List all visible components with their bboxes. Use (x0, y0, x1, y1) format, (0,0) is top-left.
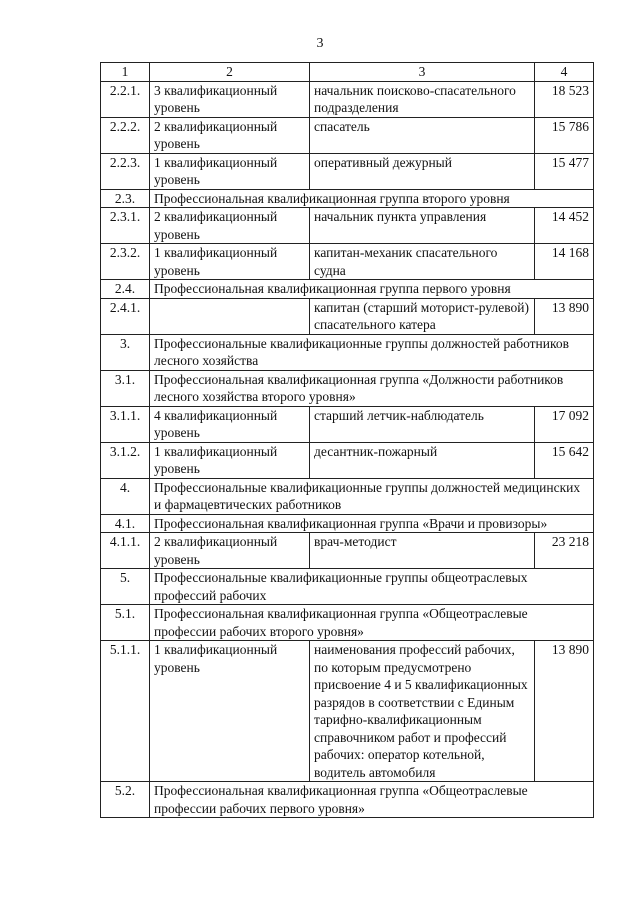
header-col-4: 4 (535, 63, 594, 82)
table-row (101, 298, 594, 334)
row-number: 3.1.2. (101, 442, 150, 478)
salary-value: 18 523 (535, 81, 594, 117)
qualification-level: 1 квалификационный уровень (150, 244, 310, 280)
position-title: капитан (старший моторист-рулевой) спасательного катера (310, 298, 535, 334)
group-row (101, 189, 594, 208)
row-number: 4.1. (101, 514, 150, 533)
row-number: 5.2. (101, 782, 150, 818)
table-row (101, 406, 594, 442)
group-row (101, 605, 594, 641)
qualification-level: 4 квалификационный уровень (150, 406, 310, 442)
salary-value: 15 786 (535, 117, 594, 153)
table-row (101, 641, 594, 782)
position-title: десантник-пожарный (310, 442, 535, 478)
position-title: старший летчик-наблюдатель (310, 406, 535, 442)
group-title: Профессиональная квалификационная группа второго уровня (150, 189, 594, 208)
qualification-level: 2 квалификационный уровень (150, 533, 310, 569)
position-title: начальник пункта управления (310, 208, 535, 244)
position-title: врач-методист (310, 533, 535, 569)
position-title: наименования профессий рабочих, по которым предусмотрено присвоение 4 и 5 квалификационных разрядов в соответствии с Единым тарифно-квалификационным справочником работ и профессий рабочих: оператор котельной, водитель автомобиля (310, 641, 535, 782)
position-title: начальник поисково-спасательного подразделения (310, 81, 535, 117)
table-header-row (101, 63, 594, 82)
table-row (101, 533, 594, 569)
table-row (101, 81, 594, 117)
header-col-2: 2 (150, 63, 310, 82)
salary-value: 13 890 (535, 298, 594, 334)
salary-value: 14 168 (535, 244, 594, 280)
position-title: оперативный дежурный (310, 153, 535, 189)
group-title: Профессиональные квалификационные группы должностей работников лесного хозяйства (150, 334, 594, 370)
group-row (101, 478, 594, 514)
group-title: Профессиональная квалификационная группа «Врачи и провизоры» (150, 514, 594, 533)
row-number: 2.3.2. (101, 244, 150, 280)
row-number: 2.2.1. (101, 81, 150, 117)
position-title: спасатель (310, 117, 535, 153)
group-row (101, 280, 594, 299)
row-number: 2.2.2. (101, 117, 150, 153)
group-row (101, 514, 594, 533)
row-number: 2.4. (101, 280, 150, 299)
qualification-level: 2 квалификационный уровень (150, 208, 310, 244)
row-number: 5.1. (101, 605, 150, 641)
qualification-level: 2 квалификационный уровень (150, 117, 310, 153)
row-number: 2.2.3. (101, 153, 150, 189)
qualification-table (100, 62, 594, 818)
group-title: Профессиональные квалификационные группы должностей медицинских и фармацевтических работников (150, 478, 594, 514)
row-number: 5.1.1. (101, 641, 150, 782)
row-number: 3.1. (101, 370, 150, 406)
salary-value: 14 452 (535, 208, 594, 244)
qualification-level (150, 298, 310, 334)
salary-value: 13 890 (535, 641, 594, 782)
group-title: Профессиональная квалификационная группа первого уровня (150, 280, 594, 299)
header-col-3: 3 (310, 63, 535, 82)
group-row (101, 782, 594, 818)
position-title: капитан-механик спасательного судна (310, 244, 535, 280)
salary-value: 23 218 (535, 533, 594, 569)
group-title: Профессиональная квалификационная группа «Должности работников лесного хозяйства второго уровня» (150, 370, 594, 406)
salary-value: 15 642 (535, 442, 594, 478)
row-number: 3. (101, 334, 150, 370)
table-row (101, 153, 594, 189)
qualification-level: 3 квалификационный уровень (150, 81, 310, 117)
row-number: 5. (101, 569, 150, 605)
group-row (101, 334, 594, 370)
table-row (101, 208, 594, 244)
table-row (101, 244, 594, 280)
header-col-1: 1 (101, 63, 150, 82)
table-row (101, 442, 594, 478)
group-title: Профессиональная квалификационная группа «Общеотраслевые профессии рабочих второго уровня» (150, 605, 594, 641)
salary-value: 15 477 (535, 153, 594, 189)
table-row (101, 117, 594, 153)
row-number: 4. (101, 478, 150, 514)
row-number: 3.1.1. (101, 406, 150, 442)
qualification-level: 1 квалификационный уровень (150, 153, 310, 189)
group-row (101, 370, 594, 406)
row-number: 2.3.1. (101, 208, 150, 244)
group-row (101, 569, 594, 605)
row-number: 2.3. (101, 189, 150, 208)
group-title: Профессиональные квалификационные группы общеотраслевых профессий рабочих (150, 569, 594, 605)
row-number: 2.4.1. (101, 298, 150, 334)
page-number: 3 (316, 36, 324, 51)
qualification-level: 1 квалификационный уровень (150, 641, 310, 782)
salary-value: 17 092 (535, 406, 594, 442)
group-title: Профессиональная квалификационная группа «Общеотраслевые профессии рабочих первого уровня» (150, 782, 594, 818)
qualification-level: 1 квалификационный уровень (150, 442, 310, 478)
row-number: 4.1.1. (101, 533, 150, 569)
